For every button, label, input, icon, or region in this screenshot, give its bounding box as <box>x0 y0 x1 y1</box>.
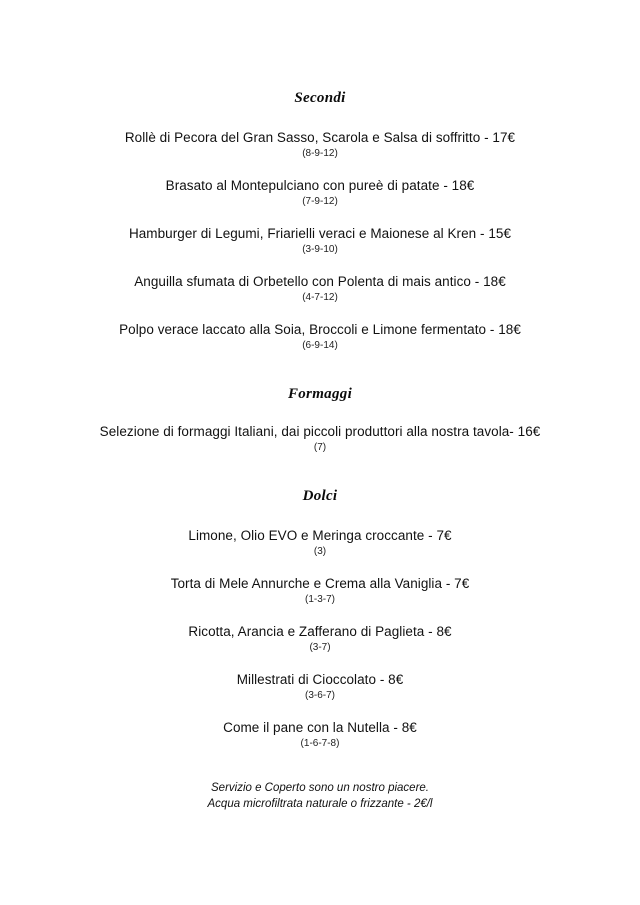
section-title: Formaggi <box>287 386 353 402</box>
footer-line-water: Acqua microfiltrata naturale o frizzante - 2€/l <box>207 798 433 810</box>
menu-item <box>40 273 600 304</box>
section-title: Dolci <box>302 488 338 504</box>
menu-item <box>40 527 600 558</box>
menu-item-allergens: (6-9-14) <box>302 340 338 351</box>
menu-item-name: Anguilla sfumata di Orbetello con Polenta di mais antico - 18€ <box>134 274 506 289</box>
menu-footer <box>0 780 640 812</box>
menu-item-name: Come il pane con la Nutella - 8€ <box>223 720 417 735</box>
menu-item <box>40 177 600 208</box>
menu-section-formaggi <box>40 386 600 454</box>
menu-item-allergens: (3-6-7) <box>304 690 335 701</box>
menu-section-dolci <box>40 488 600 750</box>
footer-line-service: Servizio e Coperto sono un nostro piacere. <box>211 782 429 794</box>
menu-item <box>40 225 600 256</box>
menu-item-allergens: (4-7-12) <box>302 292 338 303</box>
menu-item-allergens: (1-3-7) <box>304 594 335 605</box>
menu-item-allergens: (8-9-12) <box>302 148 338 159</box>
menu-item-name: Millestrati di Cioccolato - 8€ <box>236 672 404 687</box>
menu-item-allergens: (7-9-12) <box>302 196 338 207</box>
menu-item-allergens: (3) <box>313 546 327 557</box>
menu-section-secondi <box>40 90 600 352</box>
menu-item <box>40 423 600 454</box>
section-title: Secondi <box>294 90 346 106</box>
menu-item-name: Brasato al Montepulciano con pureè di patate - 18€ <box>165 178 475 193</box>
menu-item <box>40 623 600 654</box>
menu-item <box>40 129 600 160</box>
menu-item <box>40 575 600 606</box>
menu-item-allergens: (1-6-7-8) <box>300 738 340 749</box>
menu-item-allergens: (3-7) <box>309 642 331 653</box>
menu-item <box>40 671 600 702</box>
menu-item-name: Hamburger di Legumi, Friarielli veraci e Maionese al Kren - 15€ <box>128 226 512 241</box>
menu-item-name: Torta di Mele Annurche e Crema alla Vaniglia - 7€ <box>170 576 470 591</box>
menu-item <box>40 719 600 750</box>
menu-item-allergens: (3-9-10) <box>302 244 338 255</box>
menu-item-name: Limone, Olio EVO e Meringa croccante - 7€ <box>188 528 452 543</box>
menu-item-name: Ricotta, Arancia e Zafferano di Paglieta - 8€ <box>188 624 452 639</box>
menu-item-allergens: (7) <box>313 442 327 453</box>
menu-item-name: Polpo verace laccato alla Soia, Broccoli e Limone fermentato - 18€ <box>119 322 521 337</box>
menu-item-name: Rollè di Pecora del Gran Sasso, Scarola e Salsa di soffritto - 17€ <box>124 130 516 145</box>
menu-item <box>40 321 600 352</box>
menu-item-name: Selezione di formaggi Italiani, dai piccoli produttori alla nostra tavola- 16€ <box>99 424 541 439</box>
